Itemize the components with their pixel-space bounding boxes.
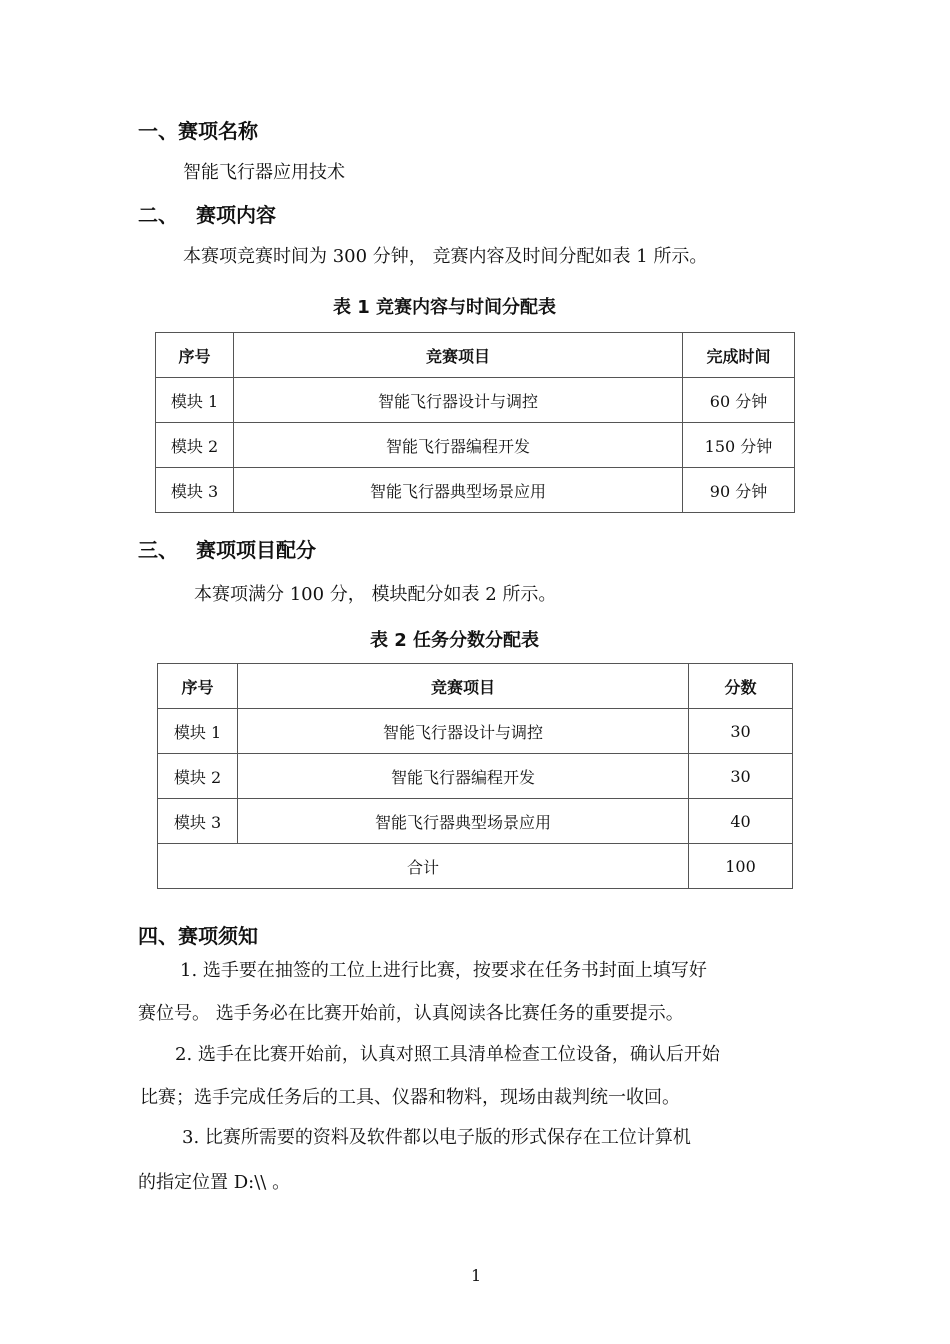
table2-header-row: [158, 664, 793, 709]
table2-header-cell: 分数: [689, 664, 793, 709]
table-row: [158, 754, 793, 799]
table-cell: 30: [689, 709, 793, 754]
section4-heading: 四、赛项须知: [138, 924, 258, 948]
table-row: [156, 423, 795, 468]
section1-heading: 一、赛项名称: [138, 119, 258, 143]
table2-caption: 表 2 任务分数分配表: [370, 630, 540, 651]
notice-item-2-line1: 2. 选手在比赛开始前，认真对照工具清单检查工位设备，确认后开始: [175, 1044, 720, 1065]
table1-header-cell: 完成时间: [683, 333, 795, 378]
notice-item-3-line2: 的指定位置 D:\\ 。: [138, 1172, 291, 1193]
notice-item-2-line2: 比赛；选手完成任务后的工具、仪器和物料，现场由裁判统一收回。: [140, 1087, 680, 1108]
section2-heading-num: 二、: [138, 203, 178, 227]
table-cell: 40: [689, 799, 793, 844]
table1-header-row: [156, 333, 795, 378]
table-cell: 模块 2: [156, 423, 234, 468]
table-cell: 智能飞行器设计与调控: [234, 378, 683, 423]
table-cell: 智能飞行器编程开发: [238, 754, 689, 799]
table2: [157, 663, 793, 889]
table-cell: 150 分钟: [683, 423, 795, 468]
table2-header-cell: 序号: [158, 664, 238, 709]
table-cell: 30: [689, 754, 793, 799]
table1-header-cell: 竞赛项目: [234, 333, 683, 378]
section3-heading-num: 三、: [138, 538, 178, 562]
table-row: [158, 799, 793, 844]
total-label: 合计: [158, 844, 689, 889]
table1: [155, 332, 795, 513]
table-cell: 模块 1: [158, 709, 238, 754]
page-number: 1: [471, 1266, 482, 1285]
table-cell: 模块 2: [158, 754, 238, 799]
table1-caption: 表 1 竞赛内容与时间分配表: [333, 297, 557, 318]
table-cell: 模块 3: [156, 468, 234, 513]
table-cell: 模块 1: [156, 378, 234, 423]
notice-item-1-line2: 赛位号。 选手务必在比赛开始前，认真阅读各比赛任务的重要提示。: [138, 1003, 684, 1024]
notice-item-3-line1: 3. 比赛所需要的资料及软件都以电子版的形式保存在工位计算机: [182, 1127, 691, 1148]
table-cell: 智能飞行器典型场景应用: [234, 468, 683, 513]
section3-text: 本赛项满分 100 分， 模块配分如表 2 所示。: [194, 584, 557, 605]
table1-header-cell: 序号: [156, 333, 234, 378]
section2-heading-title: 赛项内容: [196, 203, 276, 227]
table-cell: 智能飞行器设计与调控: [238, 709, 689, 754]
section2-text: 本赛项竞赛时间为 300 分钟， 竞赛内容及时间分配如表 1 所示。: [183, 246, 708, 267]
table-row: [156, 378, 795, 423]
table-row: [156, 468, 795, 513]
table-cell: 模块 3: [158, 799, 238, 844]
table-cell: 90 分钟: [683, 468, 795, 513]
table-cell: 智能飞行器典型场景应用: [238, 799, 689, 844]
table-total-row: [158, 844, 793, 889]
notice-item-1-line1: 1. 选手要在抽签的工位上进行比赛，按要求在任务书封面上填写好: [180, 960, 707, 981]
total-value: 100: [689, 844, 793, 889]
table-cell: 智能飞行器编程开发: [234, 423, 683, 468]
section1-text: 智能飞行器应用技术: [183, 162, 345, 183]
table-row: [158, 709, 793, 754]
section3-heading-title: 赛项项目配分: [196, 538, 316, 562]
table2-header-cell: 竞赛项目: [238, 664, 689, 709]
table-cell: 60 分钟: [683, 378, 795, 423]
